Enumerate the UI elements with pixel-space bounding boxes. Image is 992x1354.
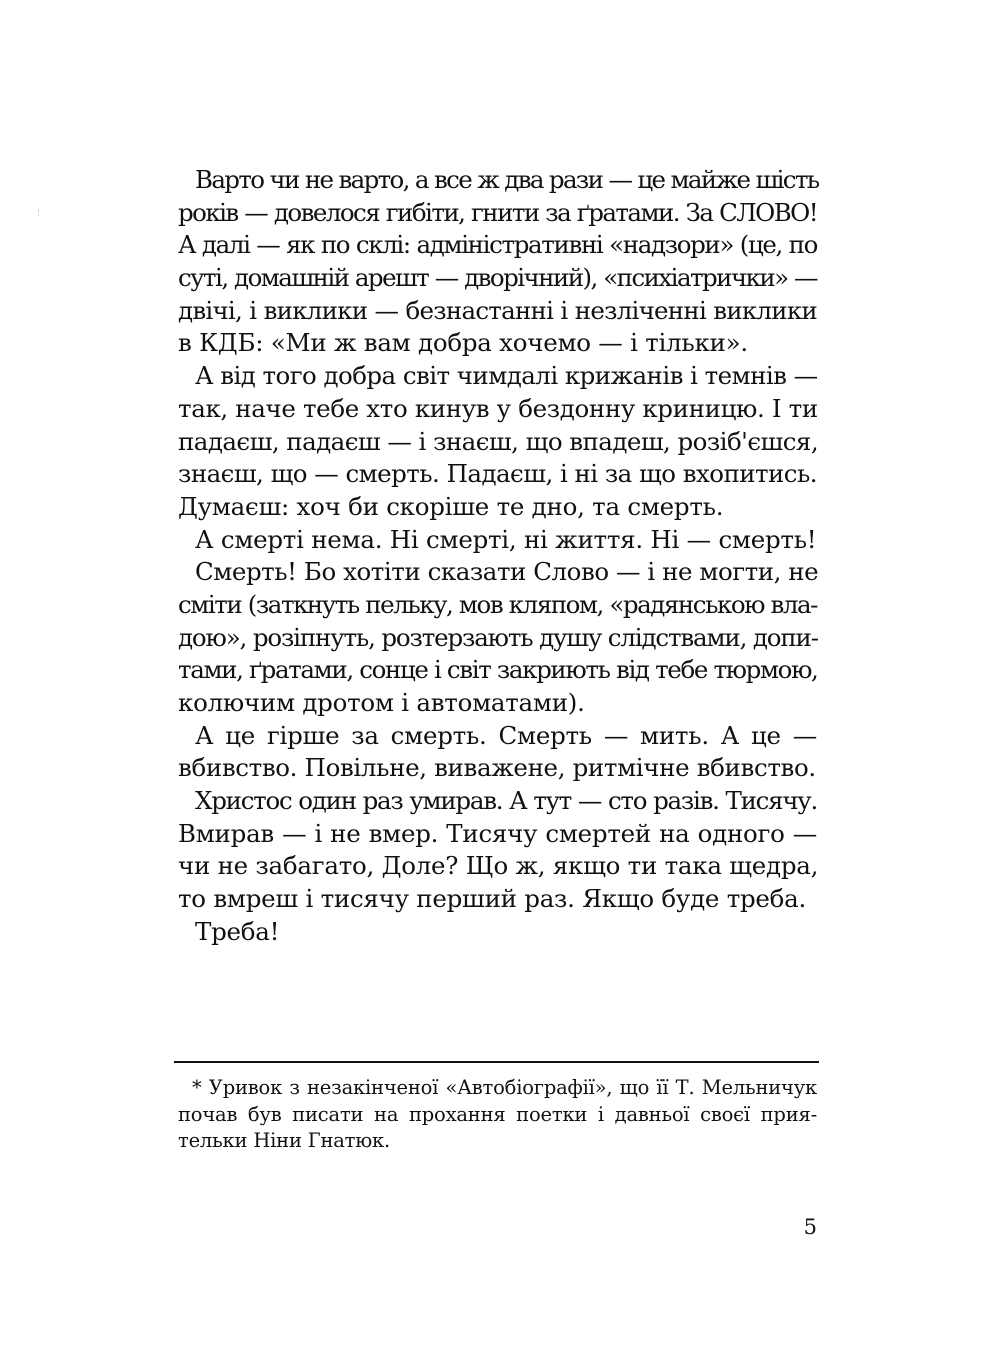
text-line: А далі — як по склі: адміністративні «надзори» (це, по — [178, 230, 817, 260]
text-line: чи не забагато, Доле? Що ж, якщо ти така щедра, — [178, 851, 819, 881]
text-line: Смерть! Бо хотіти сказати Слово — і не могти, не — [195, 557, 819, 587]
text-line: А це гірше за смерть. Смерть — мить. А це — — [195, 720, 817, 750]
footnote — [178, 1075, 817, 1155]
text-line: то вмреш і тисячу перший раз. Якщо буде треба. — [178, 884, 807, 914]
text-line: суті, домашній арешт — дворічний), «психіатрички» — — [178, 263, 817, 293]
text-line: Христос один раз умирав. А тут — сто разів. Тисячу. — [195, 786, 817, 816]
text-line: падаєш, падаєш — і знаєш, що впадеш, розіб'єшся, — [178, 426, 819, 456]
text-line: вбивство. Повільне, виважене, ритмічне вбивство. — [178, 753, 816, 783]
margin-scan-mark: ¦ — [37, 208, 40, 217]
footnote-divider — [174, 1061, 819, 1063]
text-line: Думаєш: хоч би скоріше те дно, та смерть. — [178, 491, 724, 521]
page-number: 5 — [803, 1215, 817, 1239]
text-line: А від того добра світ чимдалі крижанів і темнів — — [195, 361, 818, 391]
text-line: двічі, і виклики — безнастанні і незліченні виклики — [178, 295, 817, 325]
footnote-line: тельки Ніни Гнатюк. — [178, 1129, 391, 1152]
text-line: дою», розіпнуть, розтерзають душу слідствами, допи- — [178, 622, 818, 652]
text-line: Вмирав — і не вмер. Тисячу смертей на одного — — [178, 818, 817, 848]
text-line: знаєш, що — смерть. Падаєш, і ні за що вхопитись. — [178, 459, 817, 489]
text-line: А смерті нема. Ні смерті, ні життя. Ні — смерть! — [195, 524, 817, 554]
footnote-line: * Уривок з незакінченої «Автобіографії», що її Т. Мельничук — [192, 1076, 817, 1099]
text-line: в КДБ: «Ми ж вам добра хочемо — і тільки». — [178, 328, 748, 358]
main-text — [178, 164, 817, 949]
text-line: так, наче тебе хто кинув у бездонну криницю. І ти — [178, 393, 818, 423]
text-line: Варто чи не варто, а все ж два рази — це майже шість — [195, 165, 819, 194]
text-line: Треба! — [195, 916, 280, 946]
text-line: сміти (заткнуть пельку, мов кляпом, «радянською вла- — [178, 589, 817, 619]
text-line: колючим дротом і автоматами). — [178, 688, 585, 717]
text-line: років — довелося гибіти, гнити за ґратами. За СЛОВО! — [178, 197, 817, 227]
text-line: тами, ґратами, сонце і світ закриють від тебе тюрмою, — [178, 655, 818, 685]
footnote-line: почав був писати на прохання поетки і давньої своєї прия- — [178, 1102, 817, 1126]
